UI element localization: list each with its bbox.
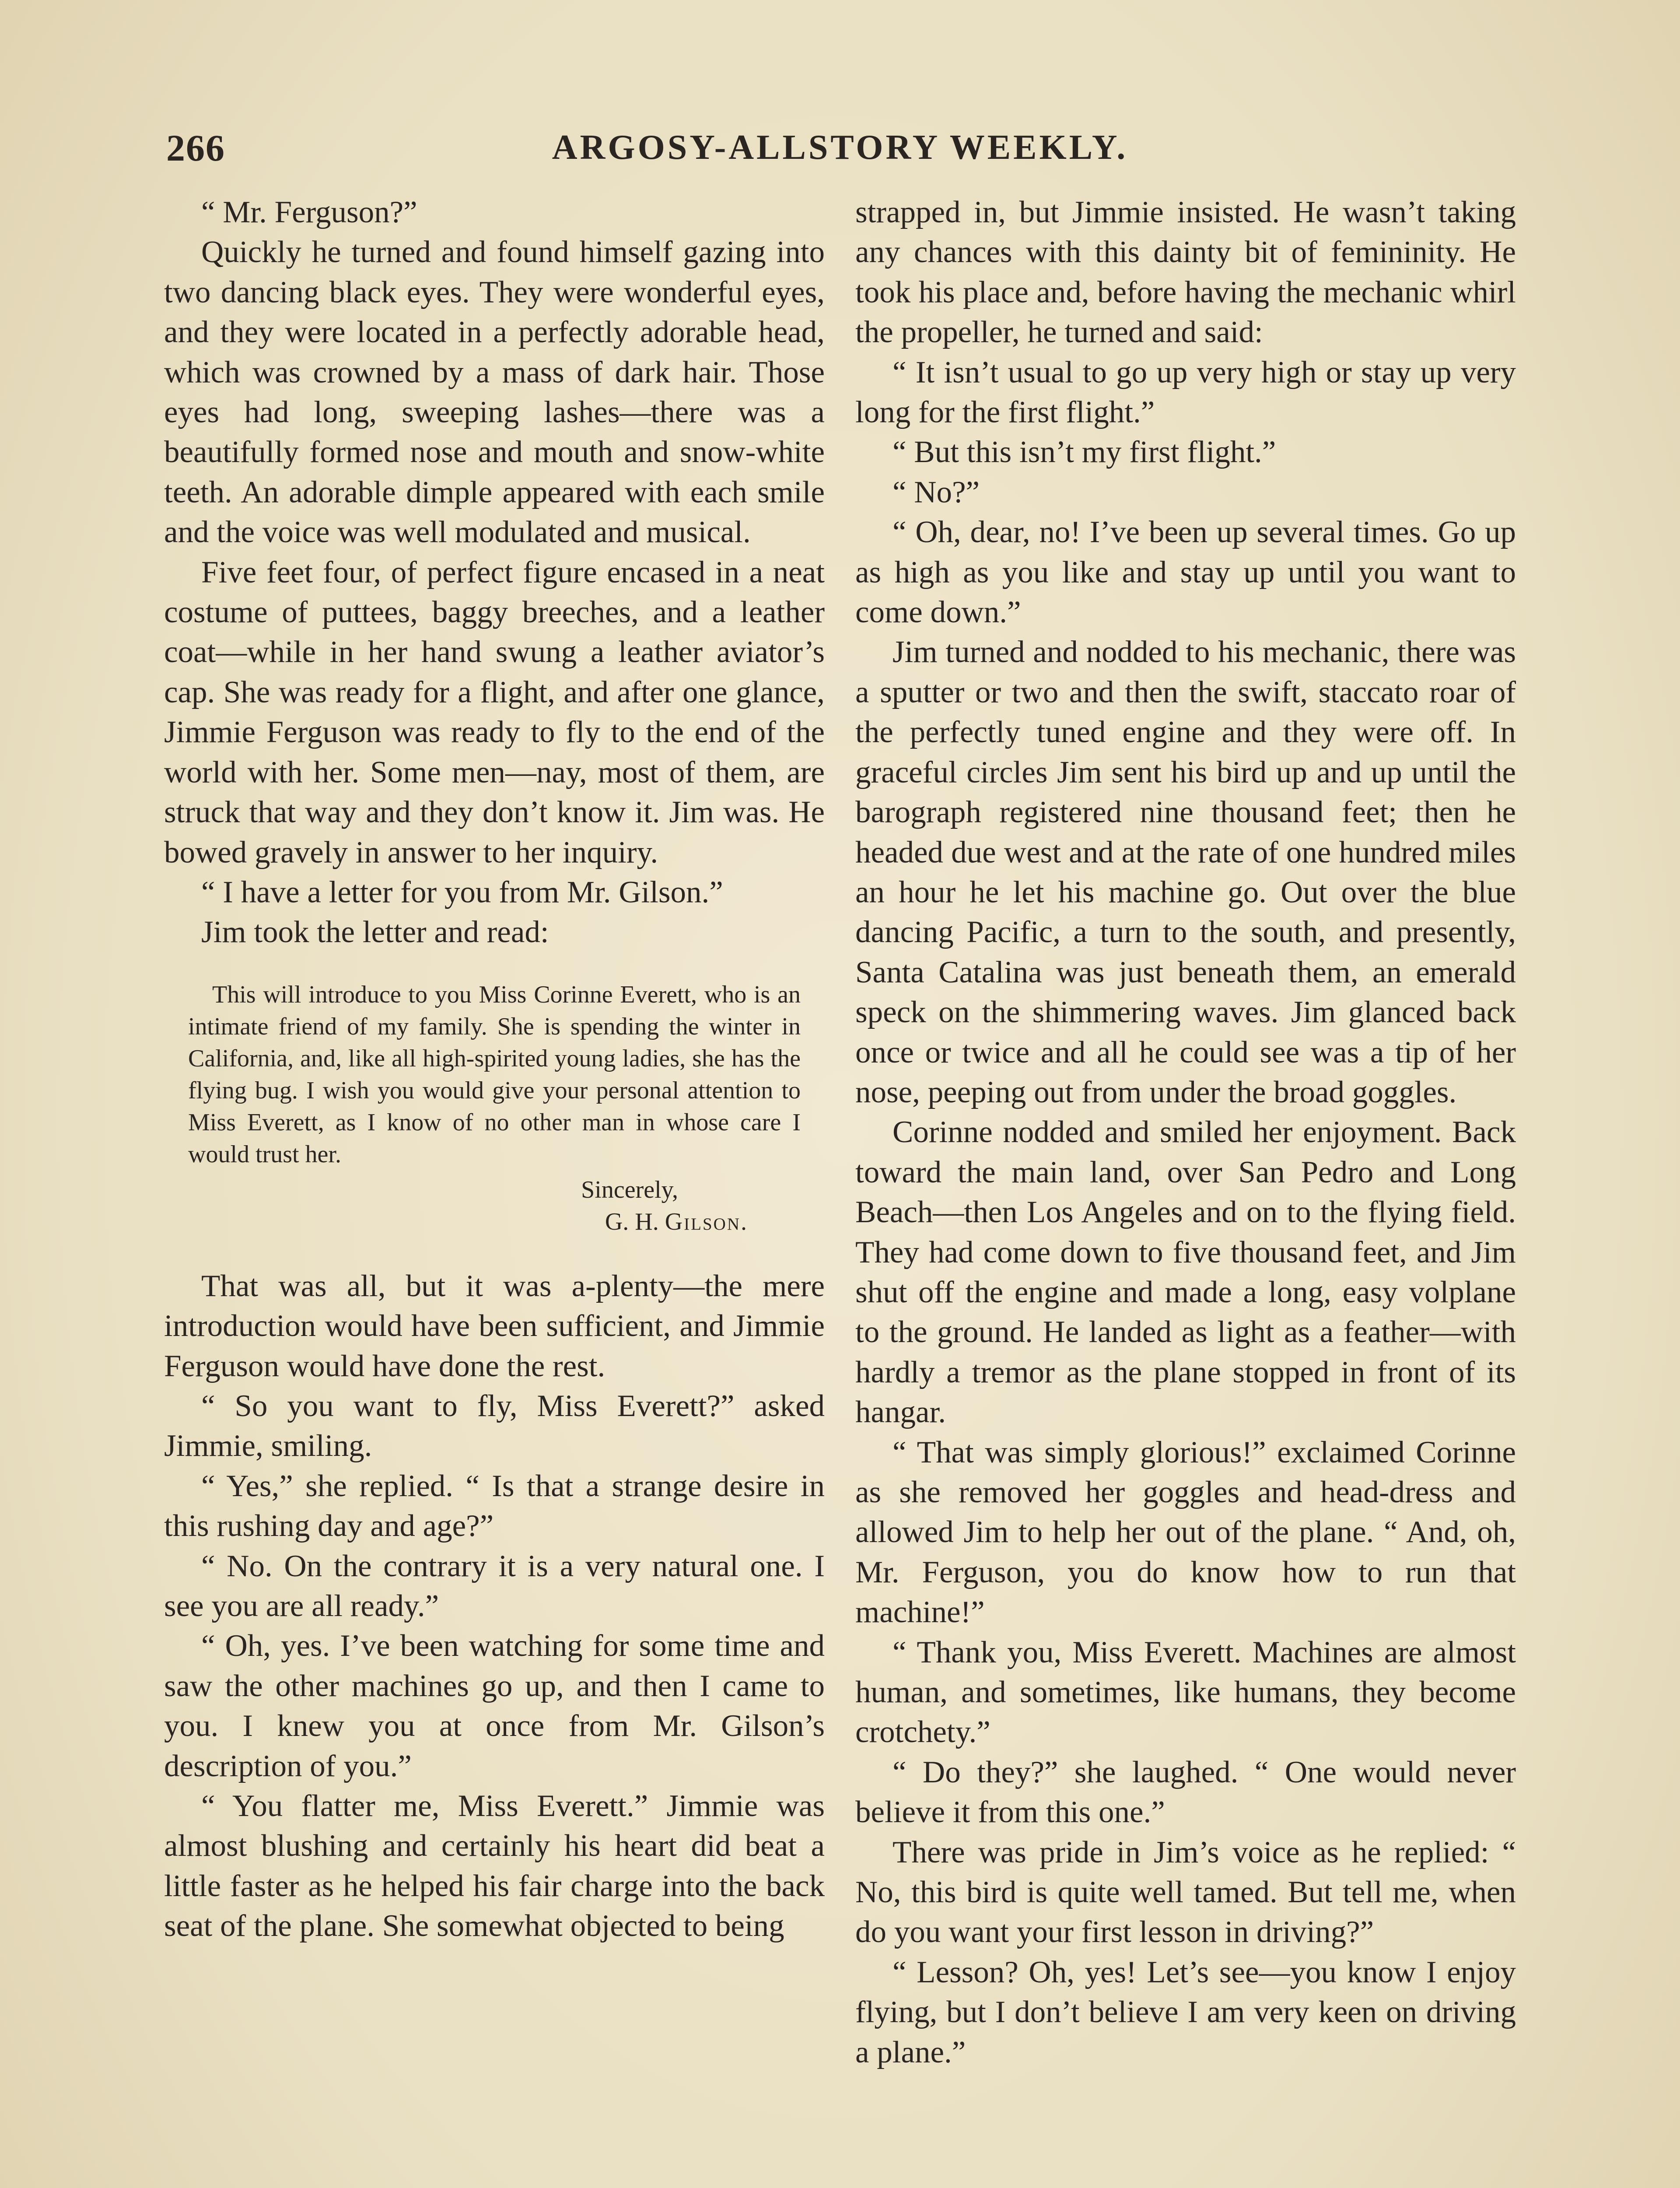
letter-closing: Sincerely, — [581, 1176, 678, 1203]
paragraph: That was all, but it was a-plenty—the mere introduction would have been sufficient, and Jimmie Ferguson would have done the rest. — [164, 1269, 825, 1383]
paragraph: strapped in, but Jimmie insisted. He wasn’t taking any chances with this dainty bit of femininity. He took his place and, before having the mechanic whirl the propeller, he turned and said: — [855, 195, 1516, 350]
paragraph: “ So you want to fly, Miss Everett?” asked Jimmie, smiling. — [164, 1389, 825, 1463]
paragraph: “ No?” — [892, 475, 980, 509]
quoted-letter — [188, 979, 801, 1238]
paragraph: “ I have a letter for you from Mr. Gilson.” — [201, 875, 723, 909]
left-column — [164, 193, 825, 1946]
signature-surname: Gilson. — [665, 1208, 748, 1235]
paragraph: “ Oh, dear, no! I’ve been up several times. Go up as high as you like and stay up until you want to come down.” — [855, 515, 1516, 630]
letter-body: This will introduce to you Miss Corinne Everett, who is an intimate friend of my family. She is spending the winter in California, and, like all high-spirited young ladies, she has the flying bug. I wish you would give your personal attention to Miss Everett, as I know of no other man in whose care I would trust her. — [188, 981, 801, 1168]
paragraph: “ Mr. Ferguson?” — [201, 195, 417, 229]
running-head: ARGOSY-ALLSTORY WEEKLY. — [552, 128, 1128, 167]
paragraph: Jim took the letter and read: — [201, 915, 549, 950]
paragraph: Quickly he turned and found himself gazing into two dancing black eyes. They were wonderful eyes, and they were located in a perfectly adorable head, which was crowned by a mass of dark hair. Those eyes had long, sweeping lashes—there was a beautifully formed nose and mouth and snow-white teeth. An adorable dimple appeared with each smile and the voice was well modulated and musical. — [164, 235, 825, 550]
page-number: 266 — [166, 127, 225, 169]
signature-initials: G. H. — [605, 1208, 665, 1235]
paragraph: “ Oh, yes. I’ve been watching for some time and saw the other machines go up, and then I came to you. I knew you at once from Mr. Gilson’s description of you.” — [164, 1629, 825, 1783]
right-column — [855, 193, 1516, 2072]
paragraph: There was pride in Jim’s voice as he replied: “ No, this bird is quite well tamed. But tell me, when do you want your first lesson in driving?” — [855, 1835, 1516, 1950]
page-header — [166, 118, 1514, 179]
paragraph: “ You flatter me, Miss Everett.” Jimmie was almost blushing and certainly his heart did beat a little faster as he helped his fair charge into the back seat of the plane. She somewhat objected to being — [164, 1789, 825, 1943]
paragraph: “ It isn’t usual to go up very high or stay up very long for the first flight.” — [855, 355, 1516, 430]
paragraph: “ But this isn’t my first flight.” — [892, 435, 1276, 470]
paragraph: “ Thank you, Miss Everett. Machines are almost human, and sometimes, like humans, they become crotchety.” — [855, 1635, 1516, 1750]
paragraph: Jim turned and nodded to his mechanic, there was a sputter or two and then the swift, staccato roar of the perfectly tuned engine and they were off. In graceful circles Jim sent his bird up and up until the barograph registered nine thousand feet; then he headed due west and at the rate of one hundred miles an hour he let his machine go. Out over the blue dancing Pacific, a turn to the south, and presently, Santa Catalina was just beneath them, an emerald speck on the shimmering waves. Jim glanced back once or twice and all he could see was a tip of her nose, peeping out from under the broad goggles. — [855, 635, 1516, 1109]
paragraph: “ Lesson? Oh, yes! Let’s see—you know I enjoy flying, but I don’t believe I am very keen on driving a plane.” — [855, 1955, 1516, 2069]
paragraph: “ Yes,” she replied. “ Is that a strange desire in this rushing day and age?” — [164, 1469, 825, 1543]
paragraph: Corinne nodded and smiled her enjoyment. Back toward the main land, over San Pedro and Long Beach—then Los Angeles and on to the flying field. They had come down to five thousand feet, and Jim shut off the engine and made a long, easy volplane to the ground. He landed as light as a feather—with hardly a tremor as the plane stopped in front of its hangar. — [855, 1115, 1516, 1430]
paragraph: “ No. On the contrary it is a very natural one. I see you are all ready.” — [164, 1549, 825, 1623]
paragraph: “ That was simply glorious!” exclaimed Corinne as she removed her goggles and head-dress and allowed Jim to help her out of the plane. “ And, oh, Mr. Ferguson, you do know how to run that machine!” — [855, 1435, 1516, 1630]
letter-signature — [188, 1206, 801, 1238]
paragraph: Five feet four, of perfect figure encased in a neat costume of puttees, baggy breeches, and a leather coat—while in her hand swung a leather aviator’s cap. She was ready for a flight, and after one glance, Jimmie Ferguson was ready to fly to the end of the world with her. Some men—nay, most of them, are struck that way and they don’t know it. Jim was. He bowed gravely in answer to her inquiry. — [164, 555, 825, 870]
paragraph: “ Do they?” she laughed. “ One would never believe it from this one.” — [855, 1755, 1516, 1830]
